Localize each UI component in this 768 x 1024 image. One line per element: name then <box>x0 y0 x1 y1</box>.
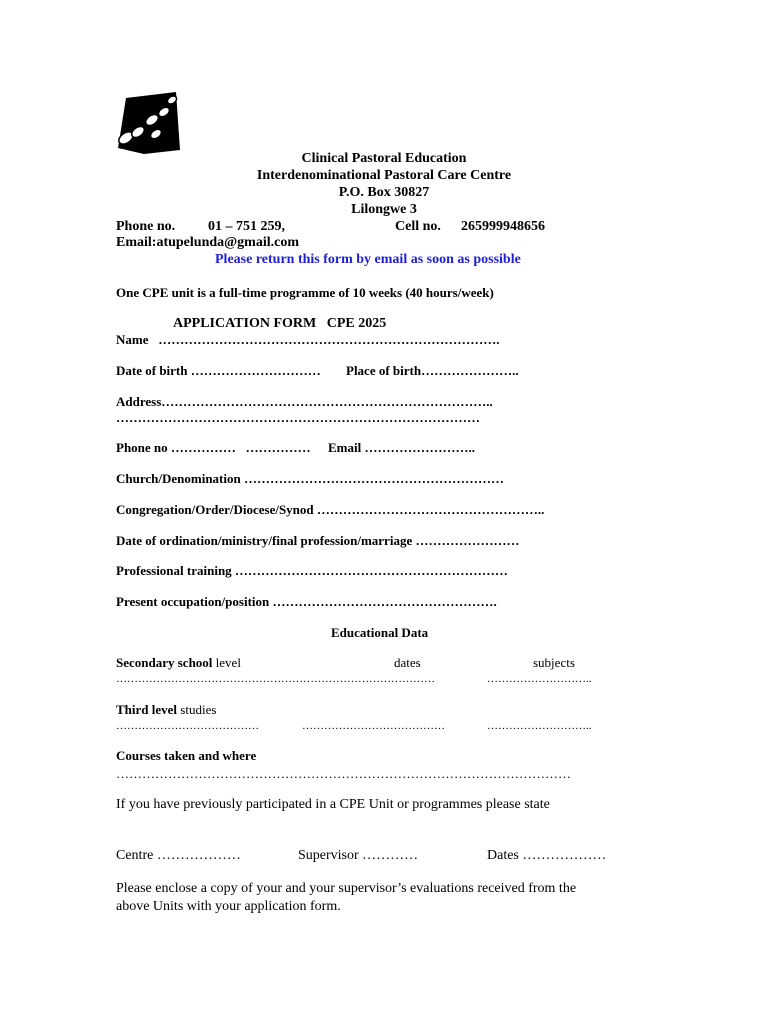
field-place-of-birth[interactable]: Place of birth………………….. <box>346 363 519 378</box>
field-email[interactable]: Email …………………….. <box>328 440 475 455</box>
field-address-line-2[interactable]: ………………………………………………………………………… <box>116 410 480 425</box>
secondary-school-dots-subjects[interactable]: ……………………….. <box>487 673 592 685</box>
field-address-line-1[interactable]: Address………………………………………………………………….. <box>116 394 493 409</box>
contact-email: Email:atupelunda@gmail.com <box>116 235 299 250</box>
header-title: Clinical Pastoral Education <box>301 151 467 166</box>
phone-value: 01 – 751 259, <box>208 219 285 234</box>
previous-supervisor-field[interactable]: Supervisor ………… <box>298 848 419 863</box>
secondary-school-label-rest: level <box>212 655 241 670</box>
third-level-label <box>116 702 216 718</box>
secondary-school-label-bold: Secondary school <box>116 655 213 670</box>
previous-centre-field[interactable]: Centre ……………… <box>116 848 241 863</box>
third-level-dots-subjects[interactable]: ……………………….. <box>487 720 592 732</box>
field-present-occupation[interactable]: Present occupation/position ……………………………………………. <box>116 594 497 609</box>
field-ordination-date[interactable]: Date of ordination/ministry/final profession/marriage …………………… <box>116 533 520 548</box>
field-professional-training[interactable]: Professional training ……………………………………………………… <box>116 563 508 578</box>
previous-cpe-statement: If you have previously participated in a CPE Unit or programmes please state <box>116 797 550 812</box>
field-phone[interactable]: Phone no …………… …………… <box>116 440 311 455</box>
header-org: Interdenominational Pastoral Care Centre <box>256 168 512 183</box>
third-level-label-rest: studies <box>177 702 217 717</box>
footsteps-logo-icon <box>114 92 182 156</box>
header-po-box: P.O. Box 30827 <box>338 185 430 200</box>
courses-taken-dots[interactable]: …………………………………………………………………………………………… <box>116 766 571 781</box>
secondary-school-label <box>116 655 241 671</box>
form-title: APPLICATION FORM CPE 2025 <box>173 316 387 331</box>
field-congregation[interactable]: Congregation/Order/Diocese/Synod …………………………………………….. <box>116 502 545 517</box>
header-city: Lilongwe 3 <box>351 202 417 217</box>
secondary-school-dots-level-dates[interactable]: …………………………………………………………………………… <box>116 673 435 685</box>
third-level-dots-level[interactable]: ………………………………… <box>116 720 259 732</box>
intro-text: One CPE unit is a full-time programme of 10 weeks (40 hours/week) <box>116 285 494 300</box>
courses-taken-label: Courses taken and where <box>116 748 257 763</box>
enclose-instruction-line-1: Please enclose a copy of your and your supervisor’s evaluations received from the <box>116 881 577 896</box>
third-level-dots-dates[interactable]: ………………………………… <box>302 720 445 732</box>
subjects-column-label: subjects <box>533 655 575 670</box>
field-date-of-birth[interactable]: Date of birth ………………………… <box>116 363 321 378</box>
return-notice: Please return this form by email as soon as possible <box>215 252 521 267</box>
field-name[interactable]: Name ……………………………………………………………………. <box>116 332 500 347</box>
enclose-instruction-line-2: above Units with your application form. <box>116 899 341 914</box>
field-church-denomination[interactable]: Church/Denomination …………………………………………………… <box>116 471 504 486</box>
phone-label: Phone no. <box>116 219 176 234</box>
dates-column-label: dates <box>394 655 421 670</box>
educational-data-heading: Educational Data <box>331 625 429 640</box>
cell-label: Cell no. <box>395 219 441 234</box>
previous-dates-field[interactable]: Dates ……………… <box>487 848 607 863</box>
cell-value: 265999948656 <box>461 219 545 234</box>
third-level-label-bold: Third level <box>116 702 178 717</box>
